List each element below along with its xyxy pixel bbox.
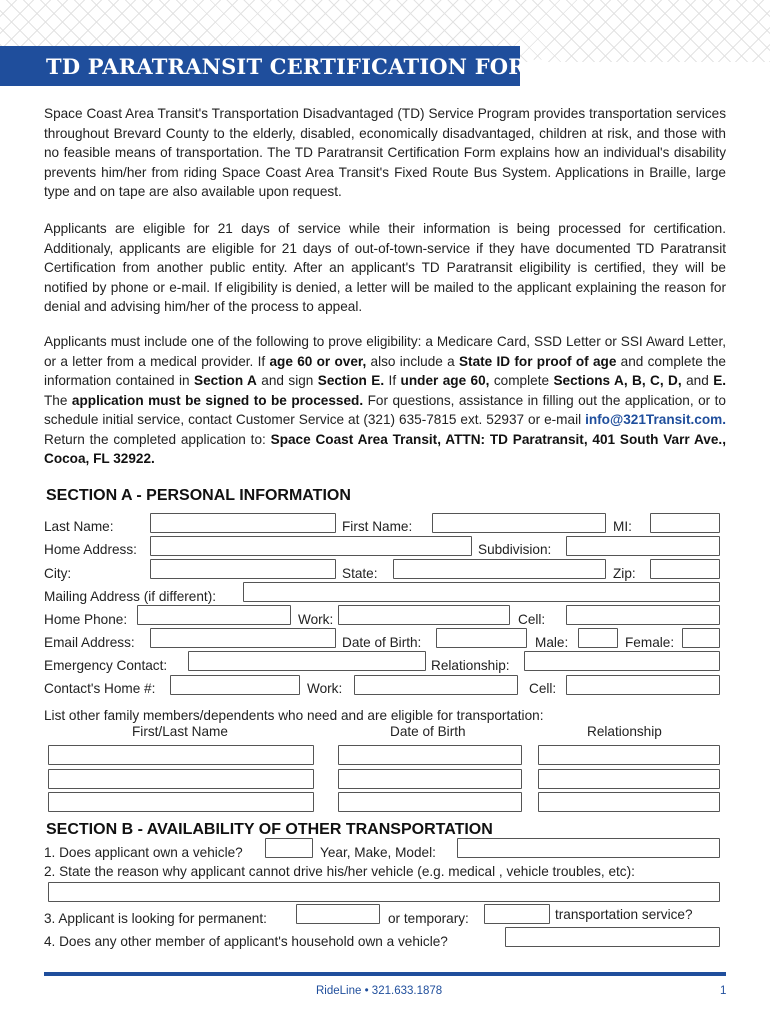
home-phone-field[interactable] xyxy=(137,605,291,625)
contact-home-field[interactable] xyxy=(170,675,300,695)
email-address-field[interactable] xyxy=(150,628,336,648)
email-address-label: Email Address: xyxy=(44,635,135,650)
mailing-address-field[interactable] xyxy=(243,582,720,602)
female-field[interactable] xyxy=(682,628,720,648)
contact-cell-field[interactable] xyxy=(566,675,720,695)
male-field[interactable] xyxy=(578,628,618,648)
zip-label: Zip: xyxy=(613,566,636,581)
state-label: State: xyxy=(342,566,378,581)
page-title: TD PARATRANSIT CERTIFICATION FORM xyxy=(46,54,550,79)
last-name-label: Last Name: xyxy=(44,519,114,534)
city-label: City: xyxy=(44,566,72,581)
first-name-label: First Name: xyxy=(342,519,413,534)
family-dob-field[interactable] xyxy=(338,745,522,765)
male-label: Male: xyxy=(535,635,569,650)
family-name-field[interactable] xyxy=(48,745,314,765)
cell-phone-field[interactable] xyxy=(566,605,720,625)
cell-phone-label: Cell: xyxy=(518,612,546,627)
q2-label: 2. State the reason why applicant cannot drive his/her vehicle (e.g. medical , vehicle troubles, etc): xyxy=(44,864,635,879)
family-col-relationship: Relationship xyxy=(587,724,662,739)
household-vehicle-field[interactable] xyxy=(505,927,720,947)
section-b-heading: SECTION B - AVAILABILITY OF OTHER TRANSPORTATION xyxy=(46,821,493,838)
emergency-contact-field[interactable] xyxy=(188,651,426,671)
intro-paragraph-1: Space Coast Area Transit's Transportation Disadvantaged (TD) Service Program provides transportation services throughout Brevard County to the elderly, disabled, economically disadvantaged, children at risk, and those with no feasible means of transportation. The TD Paratransit Certification Form explains how an individual's disability prevents him/her from riding Space Coast Area Transit's Fixed Route Bus System. Applications in Braille, large type and on tape are also available upon request. xyxy=(44,106,726,199)
female-label: Female: xyxy=(625,635,675,650)
transportation-service-label: transportation service? xyxy=(555,907,693,922)
last-name-field[interactable] xyxy=(150,513,336,533)
mailing-address-label: Mailing Address (if different): xyxy=(44,589,217,604)
rideline-footer: RideLine • 321.633.1878 xyxy=(316,985,443,997)
family-dob-field[interactable] xyxy=(338,792,522,812)
family-col-dob: Date of Birth xyxy=(390,724,466,739)
dob-label: Date of Birth: xyxy=(342,635,422,650)
home-phone-label: Home Phone: xyxy=(44,612,128,627)
mi-field[interactable] xyxy=(650,513,720,533)
family-intro: List other family members/dependents who need and are eligible for transportation: xyxy=(44,708,544,723)
page-number: 1 xyxy=(720,985,727,997)
family-relationship-field[interactable] xyxy=(538,745,720,765)
family-name-field[interactable] xyxy=(48,769,314,789)
family-name-field[interactable] xyxy=(48,792,314,812)
contact-work-field[interactable] xyxy=(354,675,518,695)
owns-vehicle-field[interactable] xyxy=(265,838,313,858)
subdivision-field[interactable] xyxy=(566,536,720,556)
dob-field[interactable] xyxy=(436,628,527,648)
intro-paragraph-2: Applicants are eligible for 21 days of service while their information is being processed for certification. Additionaly, applicants are eligible for 21 days of out-of-town-service if they have documented TD Paratransit Certification from another public entity. After an applicant's TD Paratransit eligibility is certified, they will be notified by phone or e-mail. If eligibility is denied, a letter will be mailed to the applicant explaining the reason for denial and advising him/her of the process to appeal. xyxy=(44,221,726,314)
first-name-field[interactable] xyxy=(432,513,606,533)
temporary-label: or temporary: xyxy=(388,911,469,926)
contact-home-label: Contact's Home #: xyxy=(44,681,156,696)
reason-field[interactable] xyxy=(48,882,720,902)
permanent-field[interactable] xyxy=(296,904,380,924)
relationship-field[interactable] xyxy=(524,651,720,671)
family-dob-field[interactable] xyxy=(338,769,522,789)
intro-paragraph-3: Applicants must include one of the following to prove eligibility: a Medicare Card, SSD Letter or SSI Award Letter, or a letter from a medical provider. If age 60 or over, also include a State ID for proof of age and complete the information contained in Section A and sign Section E. If under age 60, complete Sections A, B, C, D, and E. The application must be signed to be processed. For questions, assistance in filling out the application, or to schedule initial service, contact Customer Service at (321) 635-7815 ext. 52937 or e-mail info@321Transit.com. Return the completed application to: Space Coast Area Transit, ATTN: TD Paratransit, 401 South Varr Ave., Cocoa, FL 32922. xyxy=(44,334,727,466)
mi-label: MI: xyxy=(613,519,632,534)
relationship-label: Relationship: xyxy=(431,658,510,673)
home-address-label: Home Address: xyxy=(44,542,137,557)
contact-cell-label: Cell: xyxy=(529,681,557,696)
city-field[interactable] xyxy=(150,559,336,579)
footer-rule xyxy=(44,972,726,976)
q1-label: 1. Does applicant own a vehicle? xyxy=(44,845,243,860)
q4-label: 4. Does any other member of applicant's household own a vehicle? xyxy=(44,934,448,949)
zip-field[interactable] xyxy=(650,559,720,579)
work-phone-label: Work: xyxy=(298,612,334,627)
contact-work-label: Work: xyxy=(307,681,343,696)
family-col-name: First/Last Name xyxy=(132,724,228,739)
state-field[interactable] xyxy=(393,559,606,579)
subdivision-label: Subdivision: xyxy=(478,542,552,557)
family-relationship-field[interactable] xyxy=(538,792,720,812)
vehicle-details-label: Year, Make, Model: xyxy=(320,845,436,860)
q3-label: 3. Applicant is looking for permanent: xyxy=(44,911,267,926)
temporary-field[interactable] xyxy=(484,904,550,924)
family-relationship-field[interactable] xyxy=(538,769,720,789)
work-phone-field[interactable] xyxy=(338,605,510,625)
home-address-field[interactable] xyxy=(150,536,472,556)
section-a-heading: SECTION A - PERSONAL INFORMATION xyxy=(46,487,351,504)
vehicle-details-field[interactable] xyxy=(457,838,720,858)
email-link[interactable]: info@321Transit.com. xyxy=(585,412,726,427)
emergency-contact-label: Emergency Contact: xyxy=(44,658,168,673)
